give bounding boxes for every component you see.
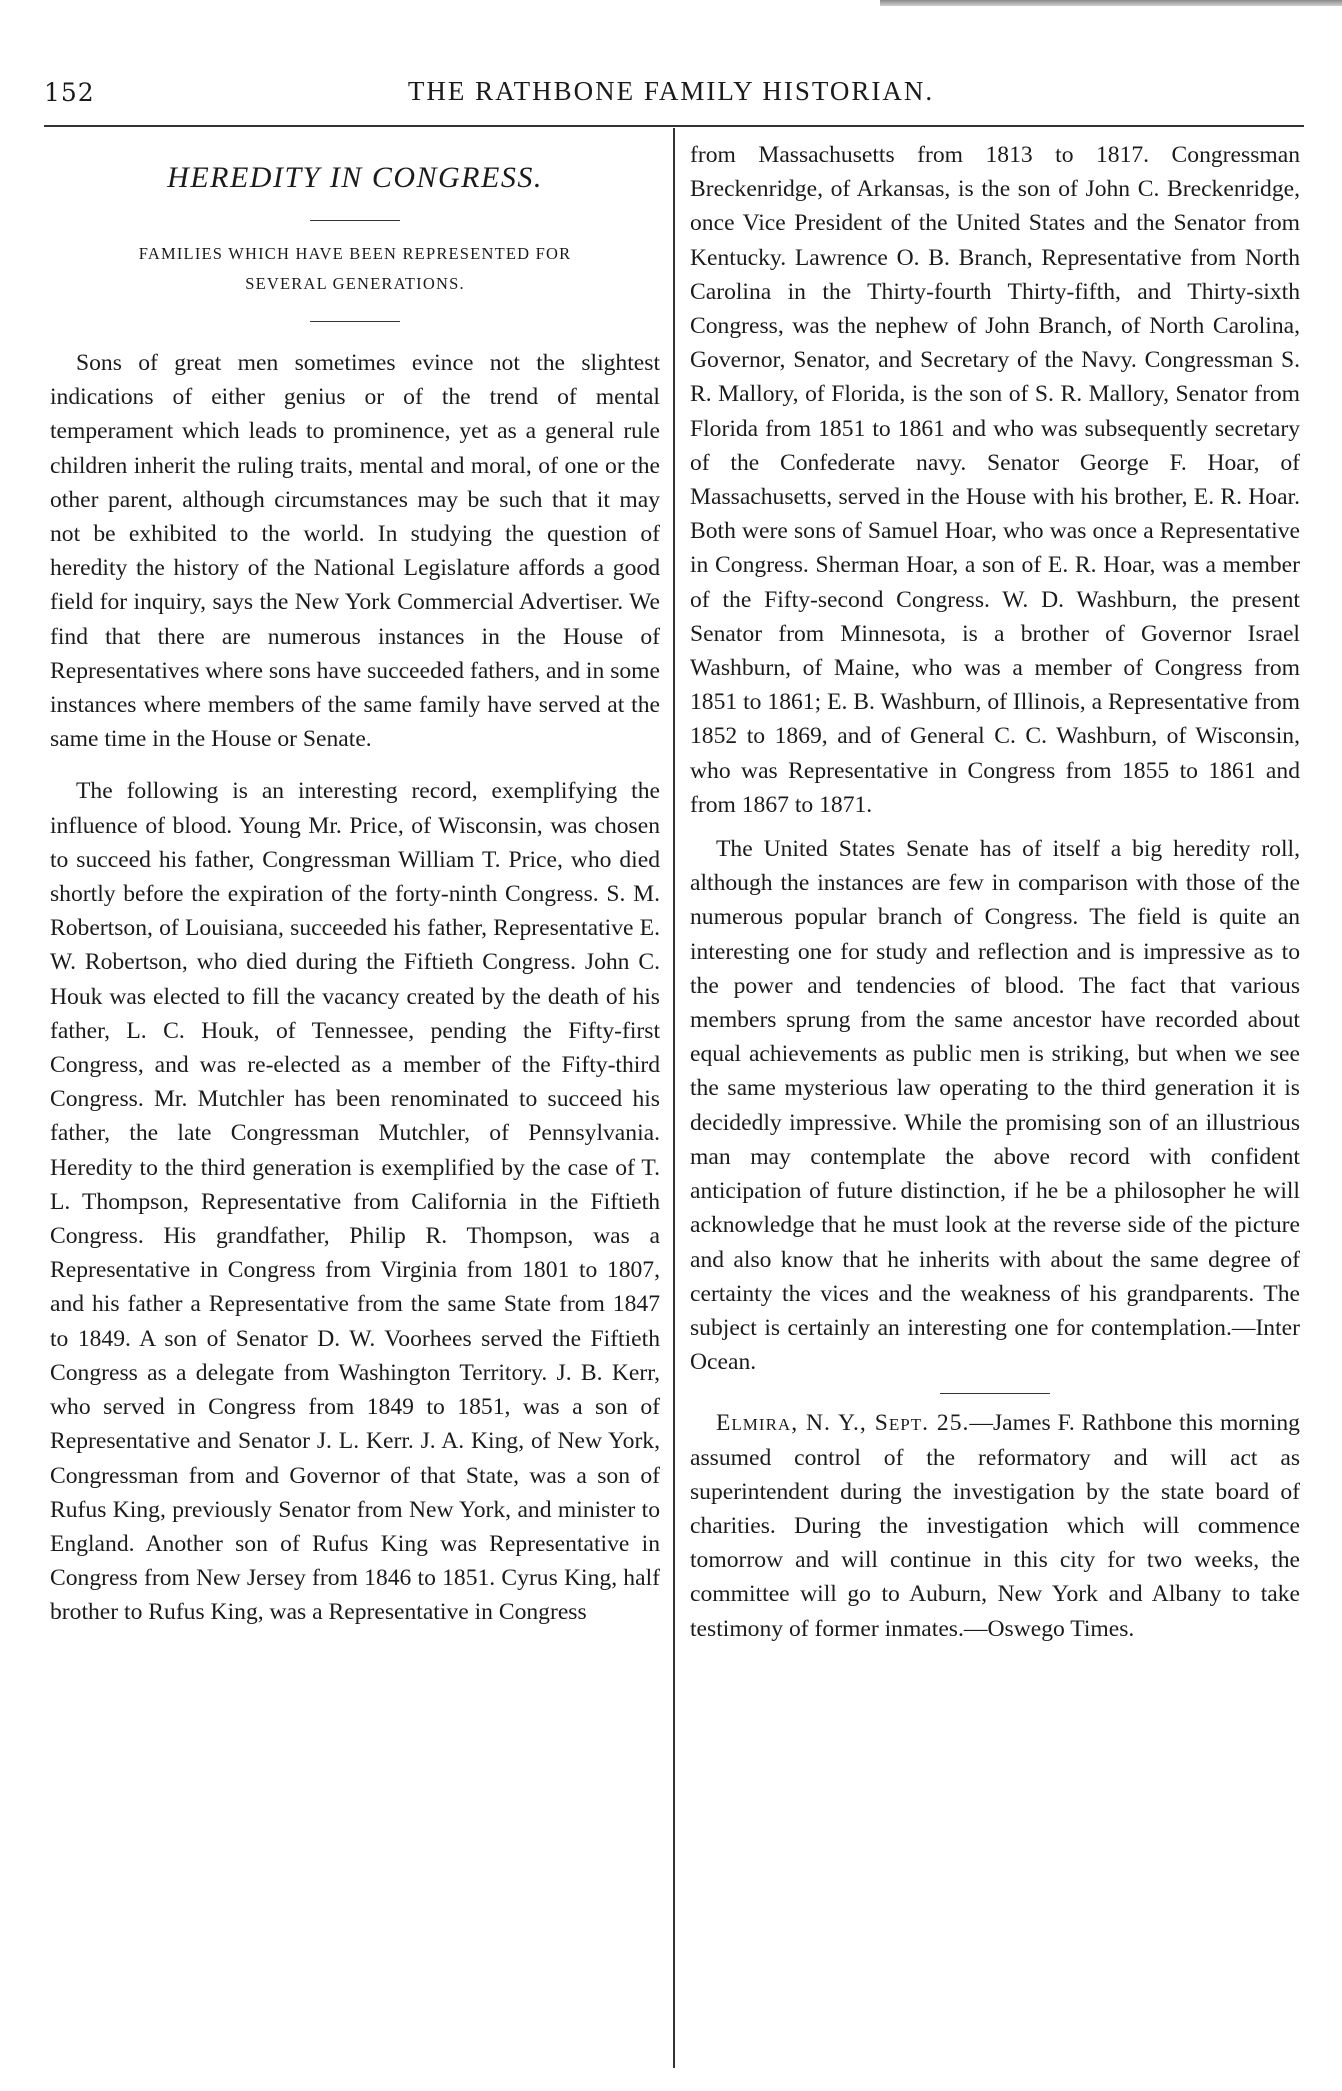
subtitle-line-1: FAMILIES WHICH HAVE BEEN REPRESENTED FOR bbox=[138, 244, 572, 263]
title-rule bbox=[310, 220, 400, 221]
paragraph-1: Sons of great men sometimes evince not the slightest indications of either genius or of the trend of mental temperament which leads to prominence, yet as a general rule children inherit the ruling traits, mental and moral, of one or the other parent, although circumstances may be such that it may not be exhibited to the world. In studying the question of heredity the history of the National Legislature affords a good field for inquiry, says the New York Commercial Advertiser. We find that there are numerous instances in the House of Representatives where sons have succeeded fathers, and in some instances where members of the same family have served at the same time in the House or Senate. bbox=[50, 350, 660, 753]
column-rule bbox=[673, 128, 675, 2068]
paragraph-2: The following is an interesting record, exemplifying the influence of blood. Young Mr. Price, of Wisconsin, was chosen to succeed his father, Congressman William T. Price, who died shortly before the expiration of the forty-ninth Congress. S. M. Robertson, of Louisiana, succeeded his father, Representative E. W. Robertson, who died during the Fiftieth Congress. John C. Houk was elected to fill the vacancy created by the death of his father, L. C. Houk, of Tennessee, pending the Fifty-first Congress, and was re-elected as a member of the Fifty-third Congress. Mr. Mutchler has been renominated to succeed his father, the late Congressman Mutchler, of Pennsylvania. Heredity to the third generation is exemplified by the case of T. L. Thompson, Representative from California in the Fiftieth Congress. His grandfather, Philip R. Thompson, was a Representative in Congress from Virginia from 1801 to 1807, and his father a Representative from the same State from 1847 to 1849. A son of Senator D. W. Voorhees served the Fiftieth Congress as a delegate from Washington Territory. J. B. Kerr, who served in Congress from 1849 to 1851, was a son of Representative and Senator J. L. Kerr. J. A. King, of New York, Congressman from and Governor of that State, was a son of Rufus King, previously Senator from New York, and minister to England. Another son of Rufus King was Representative in Congress from New Jersey from 1846 to 1851. Cyrus King, half brother to Rufus King, was a Representative in Congress bbox=[50, 778, 660, 1626]
right-column bbox=[690, 138, 1300, 1646]
running-title: THE RATHBONE FAMILY HISTORIAN. bbox=[407, 76, 935, 106]
section-separator bbox=[940, 1393, 1050, 1394]
subtitle-rule bbox=[310, 321, 400, 322]
paragraph-3: The United States Senate has of itself a big heredity roll, although the instances are few in comparison with those of the numerous popular branch of Congress. The field is quite an interesting one for study and reflection and is impressive as to the power and tendencies of blood. The fact that various members sprung from the same ancestor have recorded about equal achievements as public men is striking, but when we see the same mysterious law operating to the third generation it is decidedly impressive. While the promising son of an illustrious man may contemplate the above record with confident anticipation of future distinction, if he be a philosopher he will acknowledge that he must look at the reverse side of the picture and also know that he inherits with about the same degree of certainty the vices and the weakness of his grandparents. The subject is certainly an interesting one for contemplation.—Inter Ocean. bbox=[690, 836, 1300, 1376]
article-subtitle bbox=[50, 239, 660, 299]
page-number: 152 bbox=[44, 78, 95, 107]
paragraph-2-continued: from Massachusetts from 1813 to 1817. Congressman Breckenridge, of Arkansas, is the son of John C. Breckenridge, once Vice President of the United States and the Senator from Kentucky. Lawrence O. B. Branch, Representative from North Carolina in the Thirty-fourth Thirty-fifth, and Thirty-sixth Congress, was the nephew of John Branch, of North Carolina, Governor, Senator, and Secretary of the Navy. Congressman S. R. Mallory, of Florida, is the son of S. R. Mallory, Senator from Florida from 1851 to 1861 and who was subsequently secretary of the Confederate navy. Senator George F. Hoar, of Massachusetts, served in the House with his brother, E. R. Hoar. Both were sons of Samuel Hoar, who was once a Representative in Congress. Sherman Hoar, a son of E. R. Hoar, was a member of the Fifty-second Congress. W. D. Washburn, the present Senator from Minnesota, is a brother of Governor Israel Washburn, of Maine, who was a member of Congress from 1851 to 1861; E. B. Washburn, of Illinois, a Representative from 1852 to 1869, and of General C. C. Washburn, of Wisconsin, who was Representative in Congress from 1855 to 1861 and from 1867 to 1871. bbox=[690, 142, 1300, 818]
news-text: —James F. Rathbone this morning assumed control of the reformatory and will act as superintendent during the investigation by the state board of charities. During the investigation which will commence tomorrow and will continue in this city for two weeks, the committee will go to Auburn, New York and Albany to take testimony of former inmates.—Oswego Times. bbox=[690, 1410, 1300, 1642]
news-dateline: Elmira, N. Y., Sept. 25. bbox=[716, 1410, 970, 1437]
left-column bbox=[50, 138, 660, 1630]
article-title: HEREDITY IN CONGRESS. bbox=[167, 161, 543, 194]
header-rule bbox=[44, 125, 1304, 127]
subtitle-line-2: SEVERAL GENERATIONS. bbox=[245, 274, 465, 293]
news-item bbox=[690, 1406, 1300, 1645]
top-edge-line bbox=[880, 0, 1342, 6]
